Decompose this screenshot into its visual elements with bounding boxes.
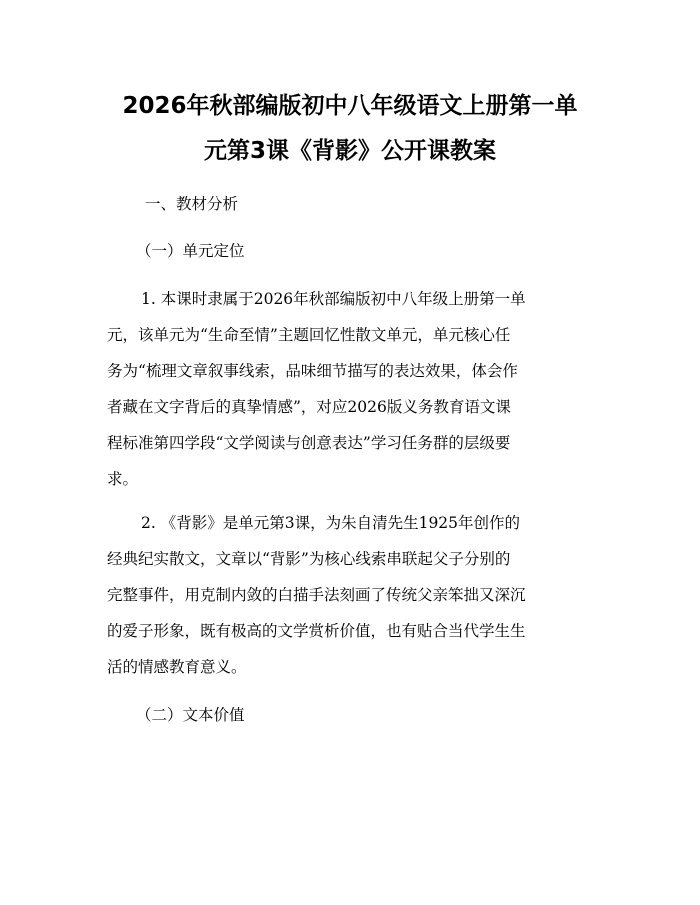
- paragraph-1-line: 求。: [107, 470, 139, 488]
- document-title-line-2: 元第3课《背影》公开课教案: [203, 138, 496, 164]
- subsection-heading-text-value: （二）文本价值: [136, 706, 245, 724]
- paragraph-2-line: 的爱子形象，既有极高的文学赏析价值，也有贴合当代学生生: [107, 622, 526, 640]
- paragraph-1-line: 程标准第四学段“文学阅读与创意表达”学习任务群的层级要: [107, 434, 511, 452]
- paragraph-1-line: 1. 本课时隶属于2026年秋部编版初中八年级上册第一单: [141, 290, 526, 308]
- paragraph-2-line: 活的情感教育意义。: [107, 658, 247, 676]
- paragraph-1-line: 务为“梳理文章叙事线索，品味细节描写的表达效果，体会作: [107, 362, 518, 380]
- section-heading-teaching-material-analysis: 一、教材分析: [145, 195, 239, 213]
- paragraph-1-line: 元，该单元为“生命至情”主题回忆性散文单元，单元核心任: [107, 326, 511, 344]
- paragraph-1: [107, 281, 607, 497]
- paragraph-2-line: 2. 《背影》是单元第3课，为朱自清先生1925年创作的: [141, 514, 521, 532]
- subsection-heading-unit-positioning: （一）单元定位: [136, 242, 245, 260]
- document-title-line-1: 2026年秋部编版初中八年级语文上册第一单: [122, 93, 578, 119]
- paragraph-2-line: 经典纪实散文，文章以“背影”为核心线索串联起父子分别的: [107, 550, 511, 568]
- paragraph-1-line: 者藏在文字背后的真挚情感”，对应2026版义务教育语文课: [107, 398, 511, 416]
- paragraph-2: [107, 505, 607, 685]
- paragraph-2-line: 完整事件，用克制内敛的白描手法刻画了传统父亲笨拙又深沉: [107, 586, 526, 604]
